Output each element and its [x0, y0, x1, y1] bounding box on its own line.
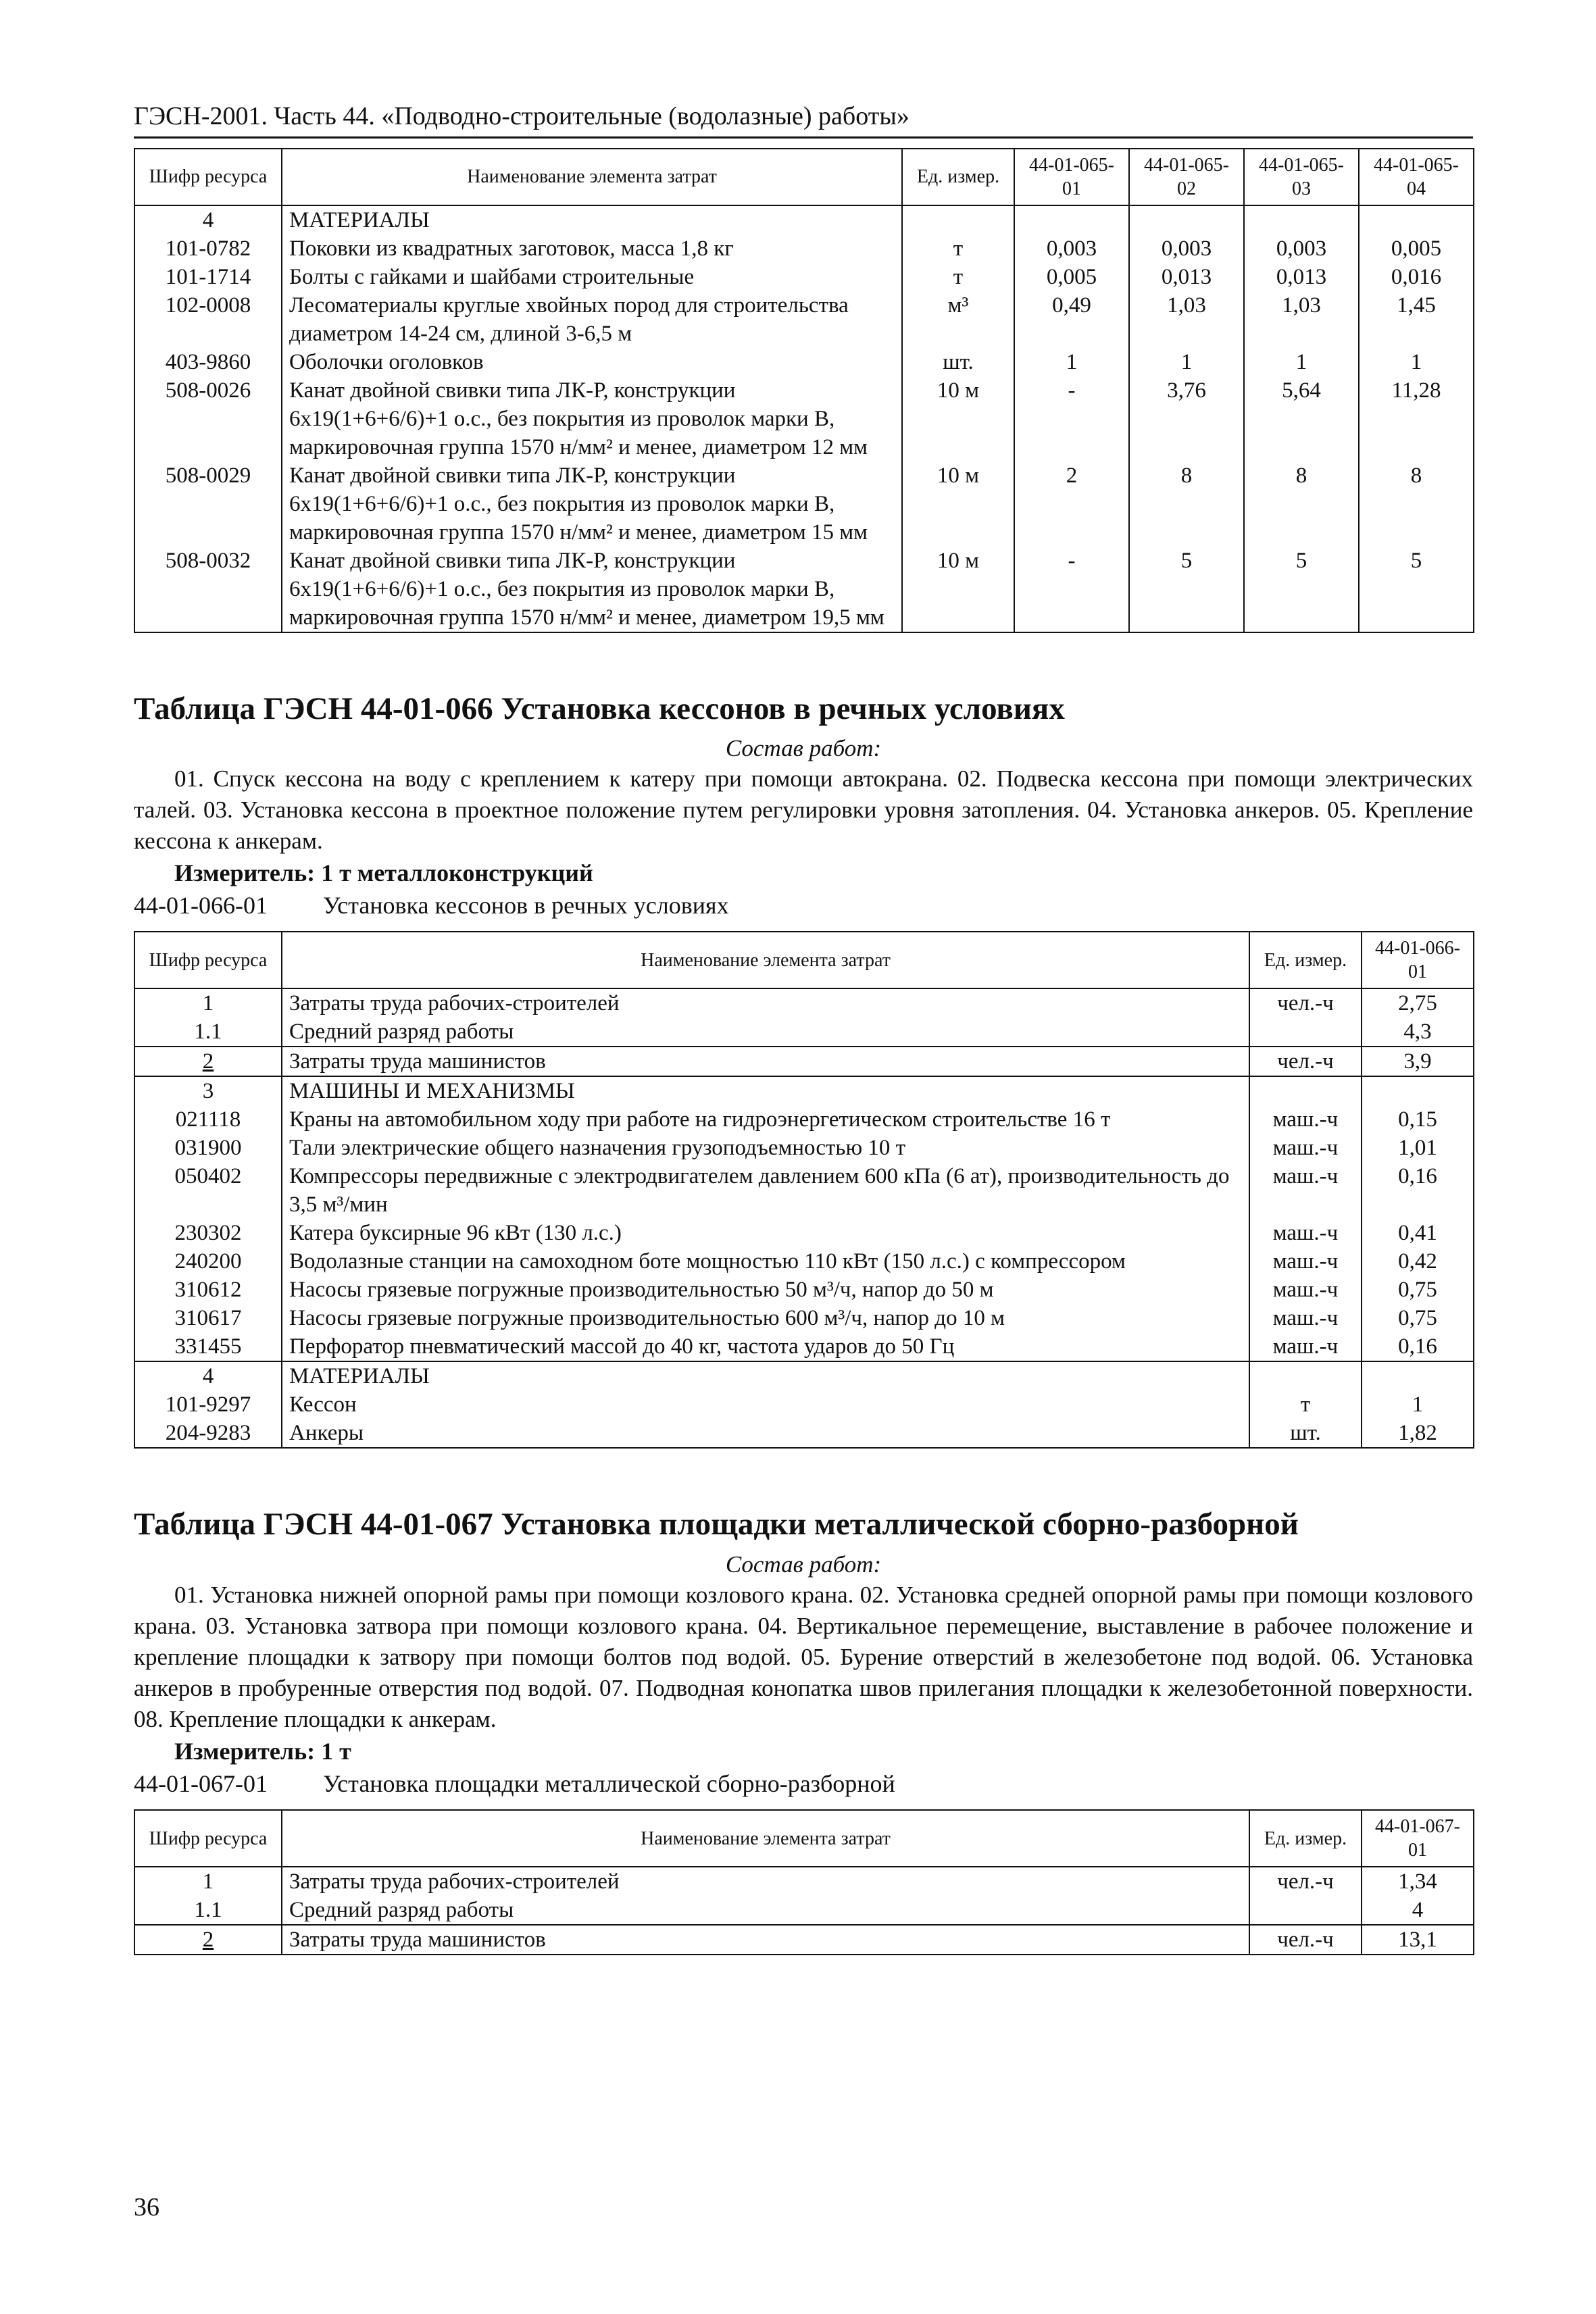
- table-header-row: [134, 1810, 1474, 1867]
- cost-element-cell: Затраты труда рабочих-строителей: [282, 1867, 1249, 1896]
- composition-text: 01. Установка нижней опорной рамы при помощи козлового крана. 02. Установка средней опорной рамы при помощи козлового крана. 03. Установка затвора при помощи козлового крана. 04. Вертикальное перемещение, выставление в рабочее положение и крепление площадки к затвору при помощи болтов под водой. 05. Бурение отверстий в железобетоне под водой. 06. Установка анкеров в пробуренные отверстия под водой. 07. Подводная конопатка швов прилегания площадки к железобетонной поверхности. 08. Крепление площадки к анкерам.: [134, 1582, 1473, 1733]
- composition-text: 01. Спуск кессона на воду с креплением к катеру при помощи автокрана. 02. Подвеска кессона при помощи электрических талей. 03. Установка кессона в проектное положение путем регулировки уровня затопления. 04. Установка анкеров. 05. Крепление кессона к анкерам.: [134, 765, 1473, 855]
- resource-code-cell: 508-0029: [134, 461, 282, 547]
- column-header: 44-01-065-02: [1129, 149, 1244, 205]
- norm-name: Установка кессонов в речных условиях: [323, 892, 729, 920]
- column-header: 44-01-065-03: [1244, 149, 1359, 205]
- value-cell: 2,75: [1362, 988, 1474, 1017]
- column-header: 44-01-067-01: [1362, 1810, 1474, 1867]
- resource-code-cell: 508-0032: [134, 547, 282, 632]
- value-cell: 1,82: [1362, 1419, 1474, 1448]
- value-cell: 0,41: [1362, 1219, 1474, 1247]
- unit-cell: [902, 205, 1014, 234]
- section-title-067: Таблица ГЭСН 44-01-067 Установка площадки металлической сборно-разборной: [134, 1507, 1299, 1542]
- cost-element-cell: Средний разряд работы: [282, 1896, 1249, 1925]
- resource-code-cell: 331455: [134, 1332, 282, 1361]
- unit-cell: маш.-ч: [1249, 1162, 1362, 1219]
- unit-cell: м³: [902, 291, 1014, 348]
- unit-cell: т: [1249, 1390, 1362, 1419]
- column-header: Наименование элемента затрат: [282, 1810, 1249, 1867]
- unit-cell: т: [902, 263, 1014, 291]
- value-cell: 1,45: [1359, 291, 1474, 348]
- table-row: [134, 1925, 1474, 1955]
- value-cell: 0,013: [1129, 263, 1244, 291]
- cost-element-cell: Канат двойной свивки типа ЛК-Р, конструкции 6х19(1+6+6/6)+1 о.с., без покрытия из проволок марки В, маркировочная группа 1570 н/мм² и менее, диаметром 19,5 мм: [282, 547, 902, 632]
- cost-element-cell: Оболочки оголовков: [282, 348, 902, 376]
- value-cell: 13,1: [1362, 1925, 1474, 1955]
- resource-code-cell: 1: [134, 988, 282, 1017]
- value-cell: [1362, 1076, 1474, 1105]
- value-cell: 0,005: [1359, 234, 1474, 263]
- table-44-01-067: [134, 1809, 1474, 1955]
- resource-code-cell: 2: [134, 1047, 282, 1076]
- running-header: ГЭСН-2001. Часть 44. «Подводно-строительные (водолазные) работы»: [134, 101, 1473, 139]
- value-cell: [1014, 205, 1129, 234]
- value-cell: -: [1014, 547, 1129, 632]
- meter-label: Измеритель: 1 т металлоконструкций: [174, 859, 593, 887]
- table-44-01-065: [134, 148, 1474, 633]
- cost-element-cell: Краны на автомобильном ходу при работе на гидроэнергетическом строительстве 16 т: [282, 1105, 1249, 1134]
- table-header-row: [134, 149, 1474, 205]
- resource-code-cell: 050402: [134, 1162, 282, 1219]
- cost-element-cell: МАТЕРИАЛЫ: [282, 1361, 1249, 1390]
- value-cell: 2: [1014, 461, 1129, 547]
- resource-code-cell: 101-0782: [134, 234, 282, 263]
- composition-label: Состав работ:: [725, 1551, 882, 1578]
- table-row: [134, 1867, 1474, 1896]
- table-row: [134, 234, 1474, 263]
- value-cell: 0,16: [1362, 1162, 1474, 1219]
- resource-code-cell: 230302: [134, 1219, 282, 1247]
- resource-code-cell: 4: [134, 1361, 282, 1390]
- value-cell: 1: [1362, 1390, 1474, 1419]
- resource-code-cell: 1.1: [134, 1017, 282, 1047]
- unit-cell: 10 м: [902, 376, 1014, 461]
- cost-element-cell: Перфоратор пневматический массой до 40 кг, частота ударов до 50 Гц: [282, 1332, 1249, 1361]
- unit-cell: чел.-ч: [1249, 988, 1362, 1017]
- value-cell: 0,003: [1244, 234, 1359, 263]
- cost-element-cell: Затраты труда рабочих-строителей: [282, 988, 1249, 1017]
- column-header: Наименование элемента затрат: [282, 932, 1249, 988]
- value-cell: 5: [1129, 547, 1244, 632]
- table-row: [134, 376, 1474, 461]
- table-row: [134, 348, 1474, 376]
- value-cell: 5,64: [1244, 376, 1359, 461]
- value-cell: 0,42: [1362, 1247, 1474, 1276]
- value-cell: 0,016: [1359, 263, 1474, 291]
- value-cell: [1129, 205, 1244, 234]
- value-cell: 1: [1129, 348, 1244, 376]
- norm-code: 44-01-066-01: [134, 892, 268, 920]
- resource-code-cell: 240200: [134, 1247, 282, 1276]
- section-title-066: Таблица ГЭСН 44-01-066 Установка кессонов в речных условиях: [134, 690, 1065, 726]
- unit-cell: [1249, 1361, 1362, 1390]
- unit-cell: т: [902, 234, 1014, 263]
- unit-cell: [1249, 1896, 1362, 1925]
- value-cell: 0,003: [1129, 234, 1244, 263]
- resource-code-cell: 403-9860: [134, 348, 282, 376]
- value-cell: 8: [1359, 461, 1474, 547]
- table-row: [134, 1304, 1474, 1332]
- value-cell: 11,28: [1359, 376, 1474, 461]
- page-number: 36: [134, 2193, 159, 2221]
- cost-element-cell: Болты с гайками и шайбами строительные: [282, 263, 902, 291]
- cost-element-cell: Кессон: [282, 1390, 1249, 1419]
- unit-cell: маш.-ч: [1249, 1105, 1362, 1134]
- table-row: [134, 1390, 1474, 1419]
- norm-line: [134, 1767, 1473, 1800]
- resource-code-cell: 310617: [134, 1304, 282, 1332]
- cost-element-cell: Затраты труда машинистов: [282, 1047, 1249, 1076]
- cost-element-cell: Компрессоры передвижные с электродвигателем давлением 600 кПа (6 ат), производительность до 3,5 м³/мин: [282, 1162, 1249, 1219]
- table-header-row: [134, 932, 1474, 988]
- resource-code-cell: 1: [134, 1867, 282, 1896]
- value-cell: [1359, 205, 1474, 234]
- value-cell: 1: [1014, 348, 1129, 376]
- value-cell: 0,15: [1362, 1105, 1474, 1134]
- resource-code-cell: 204-9283: [134, 1419, 282, 1448]
- cost-element-cell: МАТЕРИАЛЫ: [282, 205, 902, 234]
- norm-line: [134, 889, 1473, 922]
- table-44-01-066: [134, 931, 1474, 1449]
- value-cell: 0,75: [1362, 1276, 1474, 1304]
- value-cell: [1244, 205, 1359, 234]
- unit-cell: маш.-ч: [1249, 1304, 1362, 1332]
- value-cell: 1,03: [1129, 291, 1244, 348]
- value-cell: 1: [1359, 348, 1474, 376]
- value-cell: 5: [1244, 547, 1359, 632]
- norm-code: 44-01-067-01: [134, 1770, 268, 1798]
- column-header: Ед. измер.: [1249, 1810, 1362, 1867]
- table-row: [134, 1134, 1474, 1162]
- table-row: [134, 291, 1474, 348]
- column-header: 44-01-065-01: [1014, 149, 1129, 205]
- resource-code-cell: 4: [134, 205, 282, 234]
- column-header: Наименование элемента затрат: [282, 149, 902, 205]
- cost-element-cell: Тали электрические общего назначения грузоподъемностью 10 т: [282, 1134, 1249, 1162]
- value-cell: 3,9: [1362, 1047, 1474, 1076]
- value-cell: 4,3: [1362, 1017, 1474, 1047]
- table-row: [134, 205, 1474, 234]
- cost-element-cell: Насосы грязевые погружные производительностью 50 м³/ч, напор до 50 м: [282, 1276, 1249, 1304]
- cost-element-cell: Анкеры: [282, 1419, 1249, 1448]
- table-row: [134, 263, 1474, 291]
- column-header: Шифр ресурса: [134, 1810, 282, 1867]
- unit-cell: шт.: [1249, 1419, 1362, 1448]
- value-cell: 1,01: [1362, 1134, 1474, 1162]
- table-row: [134, 988, 1474, 1017]
- table-row: [134, 1276, 1474, 1304]
- unit-cell: чел.-ч: [1249, 1925, 1362, 1955]
- cost-element-cell: Водолазные станции на самоходном боте мощностью 110 кВт (150 л.с.) с компрессором: [282, 1247, 1249, 1276]
- value-cell: 1,34: [1362, 1867, 1474, 1896]
- value-cell: 0,005: [1014, 263, 1129, 291]
- table-row: [134, 547, 1474, 632]
- unit-cell: шт.: [902, 348, 1014, 376]
- resource-code-cell: 101-1714: [134, 263, 282, 291]
- table-row: [134, 1332, 1474, 1361]
- resource-code-cell: 2: [134, 1925, 282, 1955]
- value-cell: 0,003: [1014, 234, 1129, 263]
- value-cell: 0,49: [1014, 291, 1129, 348]
- unit-cell: маш.-ч: [1249, 1134, 1362, 1162]
- table-row: [134, 1219, 1474, 1247]
- table-row: [134, 1419, 1474, 1448]
- unit-cell: 10 м: [902, 547, 1014, 632]
- unit-cell: чел.-ч: [1249, 1047, 1362, 1076]
- table-row: [134, 1076, 1474, 1105]
- unit-cell: чел.-ч: [1249, 1867, 1362, 1896]
- resource-code-cell: 031900: [134, 1134, 282, 1162]
- cost-element-cell: Катера буксирные 96 кВт (130 л.с.): [282, 1219, 1249, 1247]
- cost-element-cell: Поковки из квадратных заготовок, масса 1,8 кг: [282, 234, 902, 263]
- unit-cell: маш.-ч: [1249, 1332, 1362, 1361]
- unit-cell: маш.-ч: [1249, 1276, 1362, 1304]
- resource-code-cell: 021118: [134, 1105, 282, 1134]
- norm-name: Установка площадки металлической сборно-разборной: [323, 1770, 895, 1798]
- resource-code-cell: 102-0008: [134, 291, 282, 348]
- resource-code-cell: 101-9297: [134, 1390, 282, 1419]
- unit-cell: маш.-ч: [1249, 1219, 1362, 1247]
- value-cell: [1362, 1361, 1474, 1390]
- resource-code-cell: 310612: [134, 1276, 282, 1304]
- value-cell: 1: [1244, 348, 1359, 376]
- cost-element-cell: Затраты труда машинистов: [282, 1925, 1249, 1955]
- column-header: Шифр ресурса: [134, 932, 282, 988]
- resource-code-cell: 3: [134, 1076, 282, 1105]
- table-row: [134, 1105, 1474, 1134]
- column-header: Ед. измер.: [902, 149, 1014, 205]
- value-cell: 3,76: [1129, 376, 1244, 461]
- value-cell: 0,013: [1244, 263, 1359, 291]
- composition-label: Состав работ:: [725, 734, 882, 761]
- value-cell: 1,03: [1244, 291, 1359, 348]
- table-row: [134, 1247, 1474, 1276]
- table-row: [134, 461, 1474, 547]
- cost-element-cell: Канат двойной свивки типа ЛК-Р, конструкции 6х19(1+6+6/6)+1 о.с., без покрытия из проволок марки В, маркировочная группа 1570 н/мм² и менее, диаметром 15 мм: [282, 461, 902, 547]
- unit-cell: маш.-ч: [1249, 1247, 1362, 1276]
- column-header: Ед. измер.: [1249, 932, 1362, 988]
- unit-cell: [1249, 1076, 1362, 1105]
- column-header: Шифр ресурса: [134, 149, 282, 205]
- value-cell: 8: [1129, 461, 1244, 547]
- unit-cell: [1249, 1017, 1362, 1047]
- cost-element-cell: Насосы грязевые погружные производительностью 600 м³/ч, напор до 10 м: [282, 1304, 1249, 1332]
- value-cell: 0,75: [1362, 1304, 1474, 1332]
- cost-element-cell: Лесоматериалы круглые хвойных пород для строительства диаметром 14-24 см, длиной 3-6,5 м: [282, 291, 902, 348]
- value-cell: 5: [1359, 547, 1474, 632]
- resource-code-cell: 1.1: [134, 1896, 282, 1925]
- table-row: [134, 1162, 1474, 1219]
- table-row: [134, 1017, 1474, 1047]
- cost-element-cell: Канат двойной свивки типа ЛК-Р, конструкции 6х19(1+6+6/6)+1 о.с., без покрытия из проволок марки В, маркировочная группа 1570 н/мм² и менее, диаметром 12 мм: [282, 376, 902, 461]
- table-row: [134, 1896, 1474, 1925]
- cost-element-cell: Средний разряд работы: [282, 1017, 1249, 1047]
- resource-code-cell: 508-0026: [134, 376, 282, 461]
- value-cell: 4: [1362, 1896, 1474, 1925]
- column-header: 44-01-066-01: [1362, 932, 1474, 988]
- unit-cell: 10 м: [902, 461, 1014, 547]
- value-cell: 0,16: [1362, 1332, 1474, 1361]
- column-header: 44-01-065-04: [1359, 149, 1474, 205]
- value-cell: 8: [1244, 461, 1359, 547]
- value-cell: -: [1014, 376, 1129, 461]
- document-page: [134, 101, 1473, 1955]
- table-row: [134, 1361, 1474, 1390]
- cost-element-cell: МАШИНЫ И МЕХАНИЗМЫ: [282, 1076, 1249, 1105]
- meter-label: Измеритель: 1 т: [174, 1738, 351, 1765]
- table-row: [134, 1047, 1474, 1076]
